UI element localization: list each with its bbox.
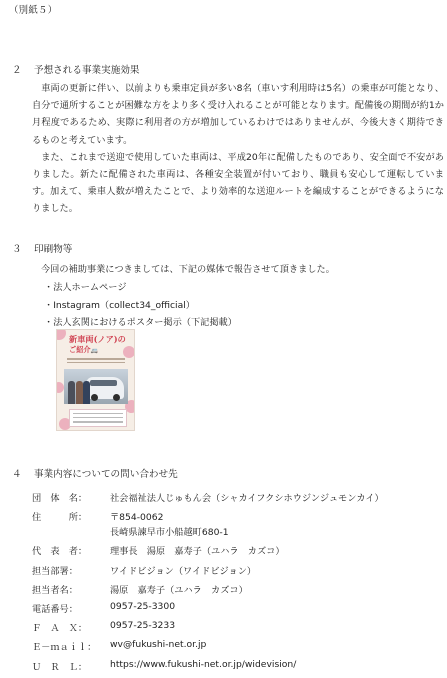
- section-2-paragraph-1: 車両の更新に伴い、以前よりも乗車定員が多い8名（車いす利用時は5名）の乗車が可能となり、自分で通所することが困難な方をより多く受け入れることが可能となります。配備後の期間が約1か月程度であるため、実際に利用者の方が増加しているわけではありませんが、今後大きく期待できるものと考えています。: [32, 83, 444, 146]
- poster-image: [56, 329, 135, 431]
- contact-value: wv@fukushi-net.or.jp: [110, 639, 207, 651]
- contact-label: 住 所：: [32, 512, 88, 524]
- staff-figure: [68, 381, 75, 404]
- staff-figure: [83, 381, 90, 404]
- attachment-label: （別紙５）: [9, 5, 58, 16]
- staff-figure: [76, 381, 83, 404]
- section-3-number: ３: [12, 244, 22, 255]
- media-list: [44, 279, 237, 332]
- contact-label: Ｆ Ａ Ｘ：: [32, 623, 88, 635]
- section-2-title: 予想される事業実施効果: [34, 65, 140, 76]
- contact-label: 電話番号：: [32, 603, 78, 615]
- flower-decoration: [56, 382, 64, 393]
- contact-label: 担当部署：: [32, 565, 78, 577]
- poster-heading-line-2: ご紹介: [69, 345, 91, 354]
- contact-value: 0957-25-3300: [110, 600, 176, 612]
- contact-value: 社会福祉法人じゅもん会（シャカイフクシホウジンジュモンカイ）: [110, 493, 384, 504]
- van-icon: 🚐: [90, 347, 99, 354]
- contact-value: https://www.fukushi-net.or.jp/widevision/: [110, 658, 297, 670]
- section-4-number: ４: [12, 469, 22, 480]
- flower-decoration: [56, 329, 66, 340]
- media-item-instagram: ・ Instagram（collect34_official）: [44, 297, 237, 315]
- section-4-heading: [12, 466, 178, 480]
- contact-value: ワイドビジョン（ワイドビジョン）: [110, 565, 257, 577]
- poster-heading: [69, 334, 131, 356]
- contact-label: Ｕ Ｒ Ｌ：: [32, 661, 88, 673]
- contact-value: 長崎県諫早市小船越町680-1: [110, 527, 229, 539]
- poster-caption: [67, 358, 125, 365]
- section-3-heading: [12, 241, 72, 255]
- contact-label: 担当者名：: [32, 584, 78, 596]
- media-item-poster: ・ 法人玄関におけるポスター掲示（下記掲載）: [44, 314, 237, 332]
- contact-value: 0957-25-3233: [110, 620, 176, 632]
- section-3-intro: 今回の補助事業につきましては、下記の媒体で報告させて頂きました。: [41, 264, 335, 275]
- media-item-homepage: ・ 法人ホームページ: [44, 279, 237, 297]
- contact-label: 代 表 者：: [32, 546, 88, 558]
- contact-value: 湯原 嘉寿子（ユハラ カズコ）: [110, 584, 248, 596]
- poster-photo: [64, 369, 128, 404]
- contact-value: 理事長 湯原 嘉寿子（ユハラ カズコ）: [110, 546, 285, 558]
- section-2-number: ２: [12, 65, 22, 76]
- section-2-paragraph-2: また、これまで送迎で使用していた車両は、平成20年に配備したものであり、安全面で不安がありました。新たに配備された車両は、各種安全装置が付いており、職員も安心して運転しています。加えて、乗車人数が増えたことで、より効率的な送迎ルートを編成することができるようになりました。: [32, 151, 444, 215]
- van-photo: [86, 377, 124, 399]
- contact-label: Ｅ－ｍａｉｌ：: [32, 642, 97, 654]
- contact-value: 〒854-0062: [110, 512, 164, 524]
- section-2-heading: [12, 62, 140, 76]
- section-3-title: 印刷物等: [34, 244, 73, 255]
- section-2-body: [32, 80, 444, 218]
- poster-text-box: [69, 409, 127, 427]
- section-4-title: 事業内容についての問い合わせ先: [34, 469, 178, 480]
- contact-label: 団 体 名：: [32, 493, 88, 504]
- poster-heading-line-1: 新車両(ノア)の: [69, 334, 126, 344]
